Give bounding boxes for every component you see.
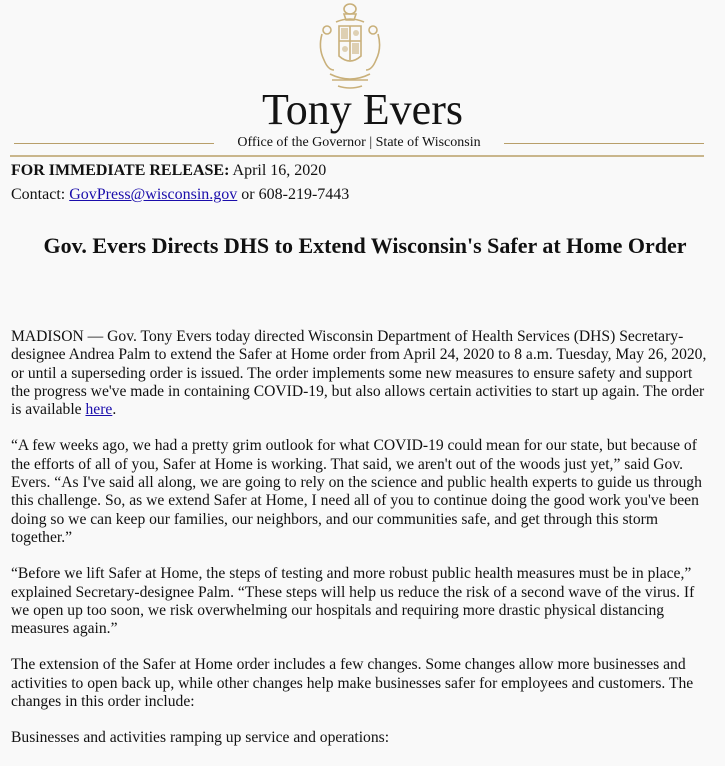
- contact-phone: 608-219-7443: [258, 186, 350, 203]
- state-seal-icon: [312, 0, 388, 92]
- governor-name: Tony Evers: [262, 85, 463, 134]
- contact-email-link[interactable]: GovPress@wisconsin.gov: [69, 186, 238, 203]
- paragraph-5: Businesses and activities ramping up service and operations:: [11, 729, 390, 747]
- paragraph-4: The extension of the Safer at Home order includes a few changes. Some changes allow more businesses and activities to open back up, while other changes help make businesses safer for employees and customers. The changes in this order include:: [11, 656, 694, 711]
- release-line: [11, 161, 326, 181]
- release-label: FOR IMMEDIATE RELEASE:: [11, 162, 230, 179]
- release-date: April 16, 2020: [232, 162, 327, 179]
- headline: Gov. Evers Directs DHS to Extend Wisconsin's Safer at Home Order: [43, 233, 687, 258]
- contact-or: or: [241, 186, 255, 203]
- contact-line: [11, 185, 349, 205]
- office-left: Office of the Governor: [237, 135, 366, 150]
- paragraph-3: “Before we lift Safer at Home, the steps of testing and more robust public health measures must be in place,” explained Secretary-designee Palm. “These steps will help us reduce the risk of a second wave of the virus. If we open up too soon, we risk overwhelming our hospitals and requiring more drastic physical distancing measures again.”: [11, 565, 695, 638]
- order-link[interactable]: here: [85, 401, 113, 419]
- masthead-divider: [10, 155, 704, 157]
- article-body: [11, 328, 713, 766]
- contact-label: Contact:: [11, 186, 66, 203]
- office-title: [219, 134, 499, 152]
- paragraph-1-end: .: [112, 401, 117, 419]
- divider-left: [14, 143, 214, 144]
- masthead: [0, 0, 725, 160]
- divider-right: [504, 143, 704, 144]
- office-right: State of Wisconsin: [375, 135, 481, 150]
- paragraph-1-text: MADISON — Gov. Tony Evers today directed Wisconsin Department of Health Services (DHS) Secretary-designee Andrea Palm to extend the Safer at Home order from April 24, 2020 to 8 a.m. Tuesday, May 26, 2020, or until a superseding order is issued. The order implements some new measures to ensure safety and support the progress we've made in containing COVID-19, but also allows certain activities to start up again. The order is available: [11, 328, 707, 419]
- office-separator: |: [369, 135, 373, 150]
- paragraph-1: [11, 328, 713, 419]
- paragraph-2: “A few weeks ago, we had a pretty grim outlook for what COVID-19 could mean for our state, but because of the efforts of all of you, Safer at Home is working. That said, we aren't out of the woods just yet,” said Gov. Evers. “As I've said all along, we are going to rely on the science and public health experts to guide us through this challenge. So, as we extend Safer at Home, I need all of you to continue doing the good work you've been doing so we can keep our families, our neighbors, and our communities safe, and get through this storm together.”: [11, 437, 702, 546]
- office-line: [14, 134, 704, 154]
